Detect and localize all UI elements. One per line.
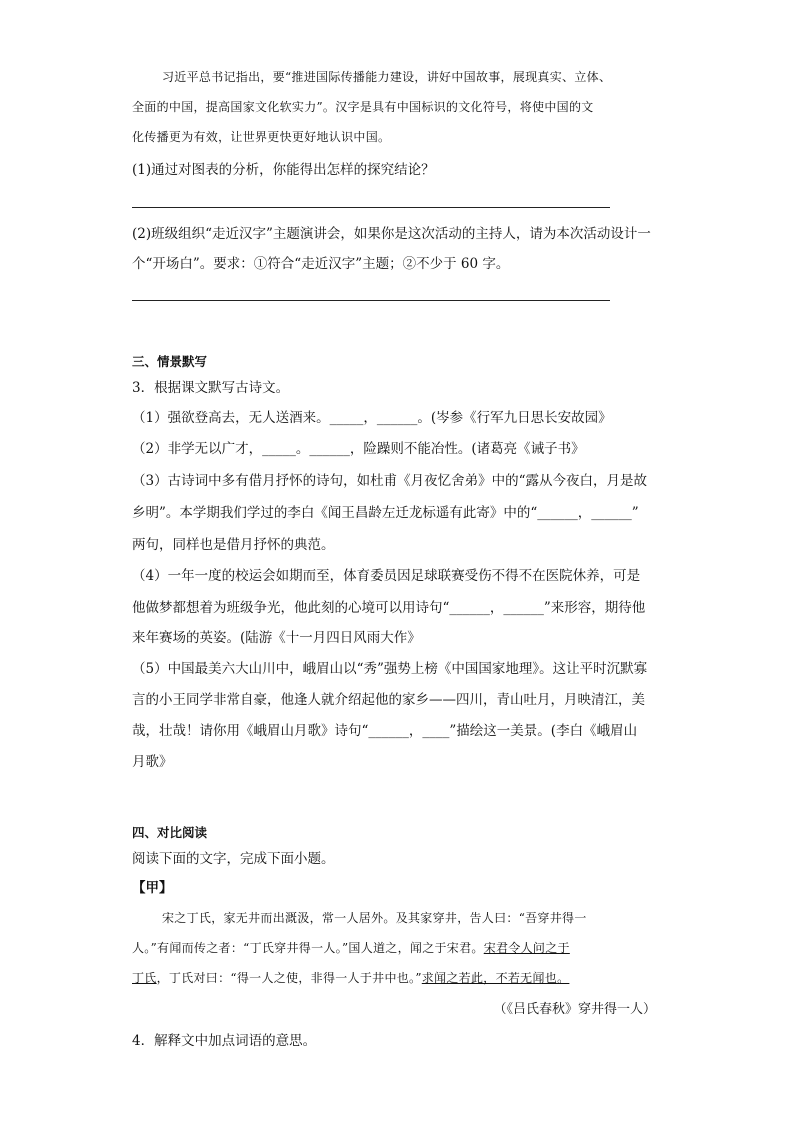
recite-item-3-line-2: 乡明”。本学期我们学过的李白《闻王昌龄左迁龙标遥有此寄》中的“______，______” (132, 505, 639, 521)
underlined-sentence: 宋君令人问之于 (483, 941, 570, 955)
recite-item-5-line-1: （5）中国最美六大山川中，峨眉山以“秀”强势上榜《中国国家地理》。这让平时沉默寡 (132, 661, 648, 677)
classical-text-line-1: 宋之丁氏，家无井而出溉汲，常一人居外。及其家穿井，告人曰：“吾穿井得一 (162, 911, 587, 925)
classical-text-line-3 (132, 968, 672, 988)
answer-line-2[interactable] (132, 300, 610, 301)
section-3-heading: 三、情景默写 (132, 354, 208, 369)
classical-text-line-2 (132, 938, 672, 958)
question-2-line-1: (2)班级组织“走近汉字”主题演讲会，如果你是这次活动的主持人，请为本次活动设计一 (132, 226, 651, 242)
underlined-sentence: 求闻之若此，不若无闻也。 (421, 971, 570, 985)
passage-line-3: 化传播更为有效，让世界更快更好地认识中国。 (132, 130, 391, 144)
section-4-instruction: 阅读下面的文字，完成下面小题。 (132, 851, 335, 867)
passage-jia-label: 【甲】 (132, 880, 173, 896)
recite-item-5-line-3: 哉，壮哉！请你用《峨眉山月歌》诗句“______，____”描绘这一美景。(李白《峨眉山 (132, 723, 638, 739)
question-4: 4．解释文中加点词语的意思。 (132, 1033, 317, 1049)
section-3-instruction: 3．根据课文默写古诗文。 (132, 380, 290, 396)
question-1: (1)通过对图表的分析，你能得出怎样的探究结论？ (132, 162, 435, 178)
classical-text-segment: 人。”有闻而传之者：“丁氏穿井得一人。”国人道之，闻之于宋君。 (132, 941, 484, 955)
underlined-sentence: 丁氏 (132, 971, 157, 985)
recite-item-5-line-2: 言的小王同学非常自豪，他逢人就介绍起他的家乡——四川，青山吐月，月映清江，美 (132, 692, 645, 708)
recite-item-5-line-4: 月歌》 (132, 754, 173, 770)
recite-item-2: （2）非学无以广才，_____。______，险躁则不能冶性。(诸葛亮《诫子书》 (132, 441, 585, 457)
section-4-heading: 四、对比阅读 (132, 825, 208, 840)
passage-line-2: 全面的中国，提高国家文化软实力”。汉字是具有中国标识的文化符号，将使中国的文 (132, 100, 594, 114)
recite-item-1: （1）强欲登高去，无人送酒来。_____，______。(岑参《行军九日思长安故园》 (132, 410, 612, 426)
recite-item-4-line-3: 来年赛场的英姿。(陆游《十一月四日风雨大作》 (132, 630, 421, 646)
recite-item-4-line-1: （4）一年一度的校运会如期而至，体育委员因足球联赛受伤不得不在医院休养，可是 (132, 568, 641, 584)
passage-line-1: 习近平总书记指出，要“推进国际传播能力建设，讲好中国故事，展现真实、立体、 (162, 70, 612, 84)
recite-item-3-line-3: 两句，同样也是借月抒怀的典范。 (132, 537, 335, 553)
recite-item-4-line-2: 他做梦都想着为班级争光，他此刻的心境可以用诗句“______，______”来形容，期待他 (132, 600, 646, 616)
passage-source: （《吕氏春秋》穿井得一人） (493, 1002, 656, 1017)
classical-text-segment: ，丁氏对曰：“得一人之使，非得一人于井中也。” (156, 971, 422, 985)
answer-line-1[interactable] (132, 207, 610, 208)
recite-item-3-line-1: （3）古诗词中多有借月抒怀的诗句，如杜甫《月夜忆舍弟》中的“露从今夜白，月是故 (132, 473, 647, 489)
question-2-line-2: 个“开场白”。要求：①符合“走近汉字”主题；②不少于 60 字。 (132, 256, 510, 272)
